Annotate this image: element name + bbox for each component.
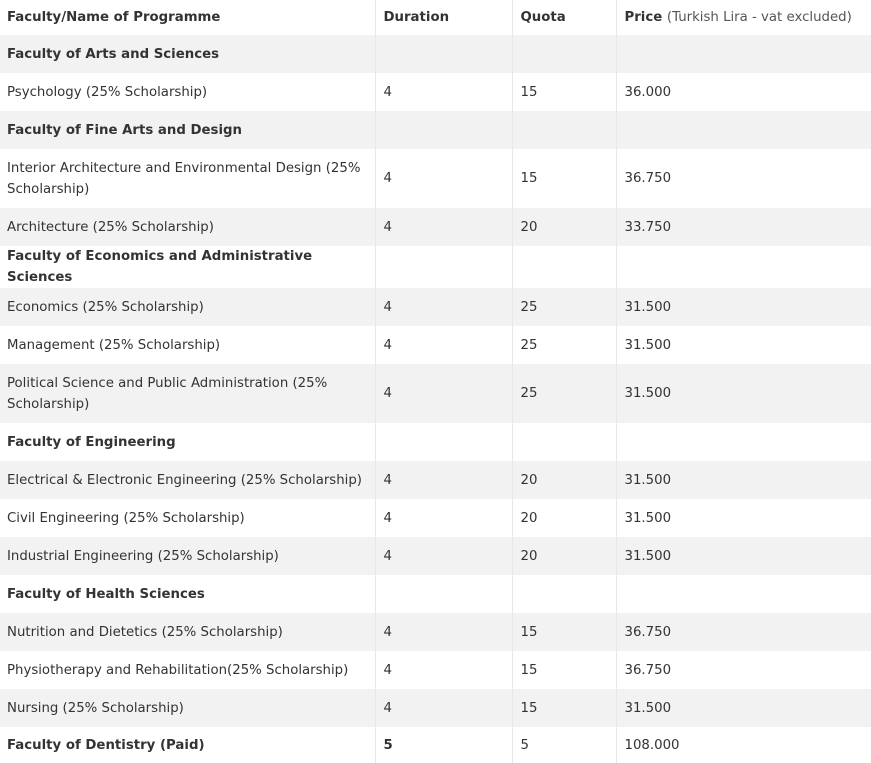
- programme-row: [0, 73, 871, 111]
- price-cell: [616, 35, 871, 73]
- programme-cell: Architecture (25% Scholarship): [0, 208, 375, 246]
- duration-cell: [375, 575, 512, 613]
- programme-cell: Faculty of Economics and Administrative Sciences: [0, 246, 375, 288]
- header-duration: Duration: [375, 0, 512, 35]
- price-cell: 31.500: [616, 288, 871, 326]
- price-cell: 33.750: [616, 208, 871, 246]
- quota-cell: 15: [512, 651, 616, 689]
- quota-cell: 20: [512, 499, 616, 537]
- quota-cell: 25: [512, 364, 616, 423]
- duration-cell: 5: [375, 727, 512, 763]
- quota-cell: [512, 111, 616, 149]
- duration-cell: 4: [375, 537, 512, 575]
- duration-cell: 4: [375, 613, 512, 651]
- header-quota: Quota: [512, 0, 616, 35]
- quota-cell: 20: [512, 208, 616, 246]
- quota-cell: 5: [512, 727, 616, 763]
- price-cell: [616, 111, 871, 149]
- price-cell: [616, 575, 871, 613]
- quota-cell: 15: [512, 689, 616, 727]
- quota-cell: 15: [512, 73, 616, 111]
- quota-cell: [512, 423, 616, 461]
- programme-cell: Nutrition and Dietetics (25% Scholarship): [0, 613, 375, 651]
- duration-cell: [375, 35, 512, 73]
- header-price: [616, 0, 871, 35]
- programme-row: [0, 537, 871, 575]
- quota-cell: [512, 575, 616, 613]
- duration-cell: 4: [375, 651, 512, 689]
- quota-cell: 15: [512, 149, 616, 208]
- duration-cell: 4: [375, 208, 512, 246]
- price-cell: 31.500: [616, 537, 871, 575]
- programme-row: [0, 208, 871, 246]
- faculty-row: [0, 111, 871, 149]
- duration-cell: 4: [375, 149, 512, 208]
- programme-row: [0, 288, 871, 326]
- duration-cell: [375, 111, 512, 149]
- price-cell: 31.500: [616, 326, 871, 364]
- programme-cell: Management (25% Scholarship): [0, 326, 375, 364]
- duration-cell: 4: [375, 73, 512, 111]
- duration-cell: 4: [375, 288, 512, 326]
- programme-cell: Faculty of Fine Arts and Design: [0, 111, 375, 149]
- programme-cell: Economics (25% Scholarship): [0, 288, 375, 326]
- header-price-note: (Turkish Lira - vat excluded): [666, 10, 852, 25]
- programme-row: [0, 364, 871, 423]
- programme-row: [0, 326, 871, 364]
- programme-row: [0, 651, 871, 689]
- price-cell: 108.000: [616, 727, 871, 763]
- faculty-row: [0, 575, 871, 613]
- programme-row: [0, 689, 871, 727]
- faculty-row: [0, 35, 871, 73]
- quota-cell: [512, 246, 616, 288]
- header-price-label: Price: [624, 10, 663, 25]
- programme-cell: Nursing (25% Scholarship): [0, 689, 375, 727]
- price-cell: 31.500: [616, 461, 871, 499]
- duration-cell: [375, 246, 512, 288]
- quota-cell: 25: [512, 326, 616, 364]
- duration-cell: 4: [375, 461, 512, 499]
- programme-row: [0, 613, 871, 651]
- price-cell: [616, 423, 871, 461]
- faculty-row: [0, 246, 871, 288]
- programme-row: [0, 499, 871, 537]
- duration-cell: 4: [375, 689, 512, 727]
- quota-cell: 15: [512, 613, 616, 651]
- programme-cell: Political Science and Public Administration (25% Scholarship): [0, 364, 375, 423]
- programme-cell: Faculty of Engineering: [0, 423, 375, 461]
- price-cell: [616, 246, 871, 288]
- price-cell: 31.500: [616, 689, 871, 727]
- programme-cell: Faculty of Health Sciences: [0, 575, 375, 613]
- programme-cell: Interior Architecture and Environmental Design (25% Scholarship): [0, 149, 375, 208]
- price-cell: 36.750: [616, 613, 871, 651]
- table-header-row: [0, 0, 871, 35]
- programme-cell: Civil Engineering (25% Scholarship): [0, 499, 375, 537]
- header-programme: Faculty/Name of Programme: [0, 0, 375, 35]
- programme-cell: Electrical & Electronic Engineering (25% Scholarship): [0, 461, 375, 499]
- programme-row: [0, 461, 871, 499]
- duration-cell: 4: [375, 364, 512, 423]
- programme-cell: Physiotherapy and Rehabilitation(25% Scholarship): [0, 651, 375, 689]
- quota-cell: 25: [512, 288, 616, 326]
- price-cell: 31.500: [616, 499, 871, 537]
- price-cell: 36.000: [616, 73, 871, 111]
- programme-cell: Faculty of Arts and Sciences: [0, 35, 375, 73]
- quota-cell: [512, 35, 616, 73]
- quota-cell: 20: [512, 461, 616, 499]
- programme-cell: Industrial Engineering (25% Scholarship): [0, 537, 375, 575]
- programme-cell: Faculty of Dentistry (Paid): [0, 727, 375, 763]
- programme-cell: Psychology (25% Scholarship): [0, 73, 375, 111]
- duration-cell: [375, 423, 512, 461]
- quota-cell: 20: [512, 537, 616, 575]
- duration-cell: 4: [375, 499, 512, 537]
- price-cell: 36.750: [616, 149, 871, 208]
- programme-row: [0, 149, 871, 208]
- duration-cell: 4: [375, 326, 512, 364]
- price-cell: 31.500: [616, 364, 871, 423]
- faculty-row: [0, 423, 871, 461]
- price-cell: 36.750: [616, 651, 871, 689]
- faculty-row: [0, 727, 871, 763]
